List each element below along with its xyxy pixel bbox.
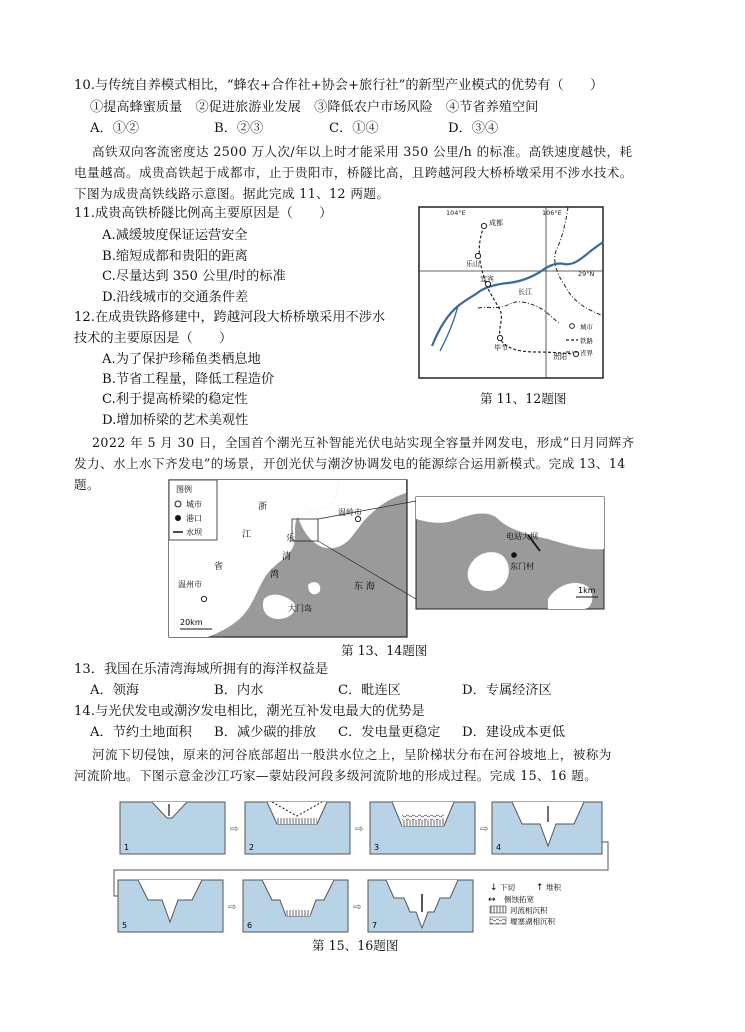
map-yueqing-bay bbox=[168, 479, 606, 639]
label-donghai: 东 海 bbox=[354, 582, 375, 592]
q11-option-d: D.沿线城市的交通条件差 bbox=[102, 290, 249, 305]
label-qing: 清 bbox=[282, 552, 292, 562]
q13-stem: 13．我国在乐清湾海域所拥有的海洋权益是 bbox=[74, 662, 329, 677]
legend-lateral: 侧蚀拓宽 bbox=[504, 895, 534, 904]
passage2-line1: 2022 年 5 月 30 日，全国首个潮光互补智能光伏电站实现全容量并网发电，形成“日月同辉齐 bbox=[92, 435, 635, 450]
q11-option-c: C.尽量达到 350 公里/时的标准 bbox=[102, 269, 286, 284]
legend-fluvial: 河流相沉积 bbox=[510, 906, 548, 915]
city-label-chengdu: 成都 bbox=[489, 219, 503, 227]
label-wenzhou: 温州市 bbox=[178, 580, 202, 589]
passage3-line1: 河流下切侵蚀，原来的河谷底部超出一般洪水位之上，呈阶梯状分布在河谷坡地上，被称为 bbox=[92, 747, 612, 762]
river-label-yangtze: 长江 bbox=[518, 288, 532, 296]
step-3-panel bbox=[370, 802, 475, 854]
city-label-yibin: 宜宾 bbox=[480, 275, 494, 283]
legend-city: 城市 bbox=[580, 323, 593, 331]
svg-text:↔: ↔ bbox=[488, 895, 496, 905]
label-dongmen: 东门村 bbox=[510, 562, 534, 571]
map2-caption: 第 13、14题图 bbox=[341, 643, 428, 658]
svg-text:⇨: ⇨ bbox=[355, 824, 364, 835]
q12-option-b: B.节省工程量，降低工程造价 bbox=[102, 372, 275, 387]
legend-city: 城市 bbox=[186, 500, 202, 509]
city-label-guiyang: 贵阳 bbox=[553, 353, 567, 361]
q13-option-a: A．领海 bbox=[90, 683, 140, 698]
step-7-label: 7 bbox=[372, 921, 378, 930]
city-label-bijie: 毕节 bbox=[494, 344, 508, 352]
scale-1km: 1km bbox=[578, 586, 596, 595]
city-label-leshan: 乐山 bbox=[466, 260, 480, 268]
legend-lake: 堰塞湖相沉积 bbox=[510, 917, 555, 926]
fig3-legend bbox=[488, 882, 561, 926]
q12-option-a: A.为了保护珍稀鱼类栖息地 bbox=[102, 352, 261, 367]
lon-label-106: 106°E bbox=[542, 209, 562, 217]
q14-option-a: A．节约土地面积 bbox=[90, 725, 192, 740]
q13-option-c: C．毗连区 bbox=[338, 683, 401, 698]
step-6-label: 6 bbox=[247, 921, 253, 930]
q10-option-c: C．①④ bbox=[329, 121, 379, 136]
figure-river-terraces bbox=[112, 798, 612, 938]
step-2-label: 2 bbox=[249, 843, 255, 852]
label-station-dam: 电站大坝 bbox=[506, 532, 538, 541]
label-wenling: 温岭市 bbox=[338, 508, 362, 517]
passage1-line3: 下图为成贵高铁线路示意图。据此完成 11、12 两题。 bbox=[74, 186, 390, 201]
legend-dam: 水坝 bbox=[186, 528, 202, 537]
label-wan: 湾 bbox=[270, 570, 280, 580]
svg-text:↓: ↓ bbox=[490, 883, 498, 893]
q10-option-d: D．③④ bbox=[448, 121, 499, 136]
svg-text:↑: ↑ bbox=[536, 883, 544, 893]
q13-option-d: D．专属经济区 bbox=[462, 683, 552, 698]
q12-stem-line1: 12.在成贵铁路修建中，跨越河段大桥桥墩采用不涉水 bbox=[74, 310, 386, 325]
step-3-label: 3 bbox=[374, 843, 380, 852]
step-1-panel bbox=[120, 802, 225, 854]
q11-option-a: A.减缓坡度保证运营安全 bbox=[102, 228, 248, 243]
q11-option-b: B.缩短成都和贵阳的距离 bbox=[102, 249, 248, 264]
city-chengdu bbox=[481, 223, 486, 228]
step-2-panel bbox=[245, 802, 350, 854]
passage3-line2: 河流阶地。下图示意金沙江巧家—蒙姑段河段多级河流阶地的形成过程。完成 15、16 题。 bbox=[74, 768, 598, 783]
fig3-caption: 第 15、16题图 bbox=[312, 938, 399, 953]
q10-option-b: B．②③ bbox=[214, 121, 264, 136]
map-chengdu-guiyang-railway bbox=[418, 206, 604, 379]
q14-option-d: D．建设成本更低 bbox=[462, 725, 565, 740]
label-jiang: 江 bbox=[242, 530, 252, 540]
step-4-panel bbox=[492, 802, 602, 854]
q12-stem-line2: 技术的主要原因是（ ） bbox=[74, 331, 233, 346]
legend-deposition: 堆积 bbox=[546, 883, 561, 892]
city-bijie bbox=[497, 335, 502, 340]
step-6-panel bbox=[243, 880, 348, 932]
step-5-panel bbox=[118, 880, 223, 932]
legend-incision: 下切 bbox=[500, 883, 515, 892]
legend-boundary: 省界 bbox=[580, 349, 593, 357]
q10-option-a: A．①② bbox=[90, 121, 140, 136]
label-damen-island: 大门岛 bbox=[288, 604, 312, 613]
svg-text:⇨: ⇨ bbox=[353, 902, 362, 913]
q14-option-b: B．减少碳的排放 bbox=[214, 725, 317, 740]
map1-caption: 第 11、12题图 bbox=[480, 391, 567, 406]
label-sheng: 省 bbox=[214, 562, 224, 572]
city-wenling bbox=[355, 516, 360, 521]
passage1-line1: 高铁双向客流密度达 2500 万人次/年以上时才能采用 350 公里/h 的标准。高铁速度越快，耗 bbox=[92, 144, 633, 159]
svg-text:⇨: ⇨ bbox=[230, 824, 239, 835]
q14-option-c: C．发电量更稳定 bbox=[338, 725, 441, 740]
legend-title: 图例 bbox=[176, 485, 192, 494]
q14-stem: 14.与光伏发电或潮汐发电相比，潮光互补发电最大的优势是 bbox=[74, 704, 425, 719]
label-zhe: 浙 bbox=[258, 502, 268, 512]
legend-port: 港口 bbox=[186, 514, 202, 523]
legend-railway: 铁路 bbox=[580, 337, 593, 345]
q12-option-d: D.增加桥梁的艺术美观性 bbox=[102, 413, 249, 428]
q10-stem: 10.与传统自养模式相比，“蜂农+合作社+协会+旅行社”的新型产业模式的优势有（ ） bbox=[74, 78, 604, 93]
scale-20km: 20km bbox=[180, 618, 203, 627]
legend-city-icon bbox=[175, 501, 181, 507]
city-leshan bbox=[475, 253, 480, 258]
q12-option-c: C.利于提高桥梁的稳定性 bbox=[102, 392, 248, 407]
city-wenzhou bbox=[201, 596, 206, 601]
label-yue: 乐 bbox=[286, 534, 296, 544]
passage1-line2: 电量越高。成贵高铁起于成都市，止于贵阳市，桥隧比高，且跨越河段大桥桥墩采用不涉水技术。 bbox=[74, 165, 633, 180]
legend-port-icon bbox=[175, 515, 181, 521]
step-7-panel bbox=[368, 880, 473, 932]
svg-text:⇨: ⇨ bbox=[228, 902, 237, 913]
step-4-label: 4 bbox=[496, 843, 502, 852]
port-dongmen bbox=[511, 552, 517, 558]
svg-text:⇨: ⇨ bbox=[480, 824, 489, 835]
legend-city-icon bbox=[570, 324, 575, 329]
q10-items: ①提高蜂蜜质量 ②促进旅游业发展 ③降低农户市场风险 ④节省养殖空间 bbox=[90, 100, 539, 115]
passage2-line2: 发力、水上水下齐发电”的场景，开创光伏与潮汐协调发电的能源综合运用新模式。完成 13、14 bbox=[74, 456, 626, 471]
lat-label-29: 29°N bbox=[578, 270, 595, 278]
step-5-label: 5 bbox=[122, 921, 128, 930]
q13-option-b: B．内水 bbox=[214, 683, 264, 698]
lon-label-104: 104°E bbox=[446, 209, 466, 217]
passage2-line3: 题。 bbox=[74, 477, 100, 492]
step-1-label: 1 bbox=[124, 843, 130, 852]
q11-stem: 11.成贵高铁桥隧比例高主要原因是（ ） bbox=[74, 206, 333, 221]
